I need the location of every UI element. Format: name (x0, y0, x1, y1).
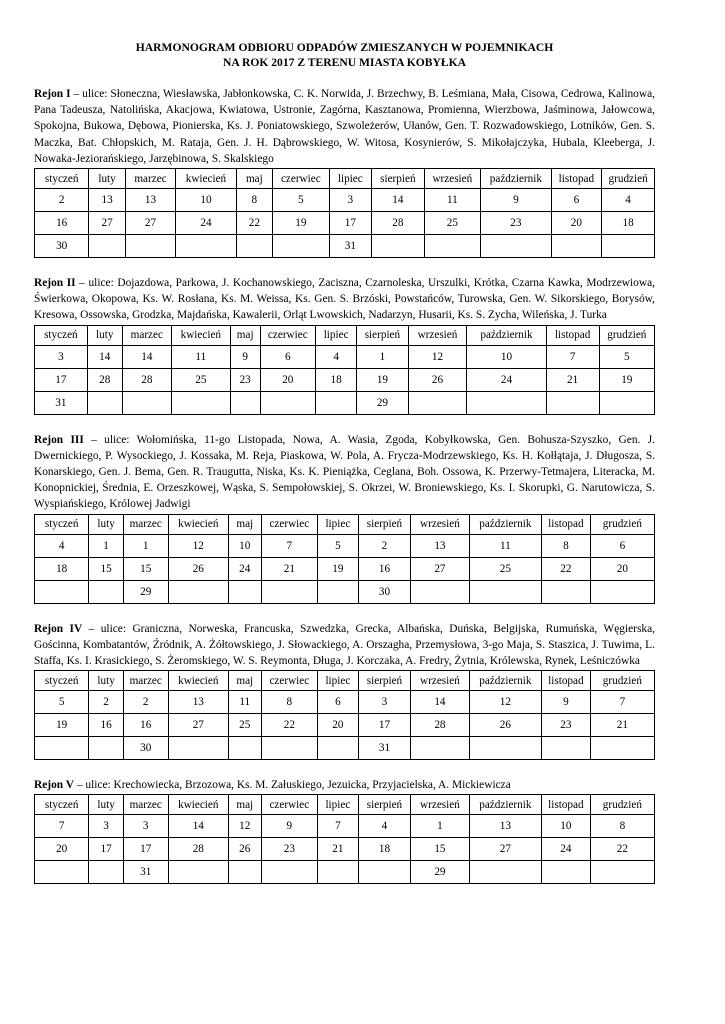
date-cell (318, 737, 359, 760)
date-cell (469, 580, 541, 603)
date-cell: 1 (89, 534, 124, 557)
month-header: listopad (546, 325, 599, 345)
month-header: grudzień (599, 325, 654, 345)
table-row (35, 391, 655, 414)
month-header: sierpień (358, 514, 411, 534)
month-header: marzec (123, 671, 168, 691)
date-cell: 6 (260, 345, 315, 368)
date-cell: 9 (481, 189, 551, 212)
region-1 (34, 86, 655, 258)
date-cell: 29 (357, 391, 408, 414)
regions-container (34, 86, 655, 884)
date-cell: 18 (602, 212, 655, 235)
date-cell: 10 (467, 345, 546, 368)
date-cell (408, 391, 467, 414)
date-cell: 8 (542, 534, 591, 557)
date-cell: 9 (261, 815, 318, 838)
date-cell: 31 (358, 737, 411, 760)
month-header: grudzień (602, 169, 655, 189)
date-cell: 7 (35, 815, 89, 838)
month-header: marzec (125, 169, 175, 189)
month-header: maj (230, 325, 260, 345)
date-cell: 31 (329, 235, 372, 258)
date-cell: 15 (411, 838, 469, 861)
month-header: grudzień (590, 671, 654, 691)
date-cell: 11 (228, 691, 261, 714)
date-cell: 11 (469, 534, 541, 557)
date-cell (318, 861, 359, 884)
date-cell: 17 (329, 212, 372, 235)
region-4 (34, 621, 655, 761)
date-cell (469, 737, 541, 760)
date-cell: 5 (273, 189, 330, 212)
date-cell: 1 (357, 345, 408, 368)
region-2 (34, 275, 655, 415)
month-header: czerwiec (261, 514, 318, 534)
table-row (35, 861, 655, 884)
date-cell (411, 737, 469, 760)
month-header: luty (89, 169, 125, 189)
date-cell: 23 (230, 368, 260, 391)
date-cell: 12 (228, 815, 261, 838)
table-row (35, 345, 655, 368)
month-header: marzec (123, 514, 168, 534)
date-cell: 23 (261, 838, 318, 861)
date-cell: 22 (261, 714, 318, 737)
date-cell: 3 (35, 345, 88, 368)
month-header: listopad (542, 795, 591, 815)
schedule-table (34, 168, 655, 258)
date-cell: 29 (123, 580, 168, 603)
region-description (34, 777, 655, 793)
date-cell (236, 235, 272, 258)
date-cell: 26 (408, 368, 467, 391)
date-cell (358, 861, 411, 884)
date-cell (89, 737, 124, 760)
month-header: wrzesień (411, 514, 469, 534)
date-cell: 28 (372, 212, 425, 235)
month-header: lipiec (318, 795, 359, 815)
month-header: lipiec (318, 671, 359, 691)
date-cell: 23 (542, 714, 591, 737)
month-header: czerwiec (273, 169, 330, 189)
month-header: styczeń (35, 169, 89, 189)
date-cell: 7 (590, 691, 654, 714)
date-cell: 6 (318, 691, 359, 714)
date-cell (35, 737, 89, 760)
date-cell: 19 (273, 212, 330, 235)
date-cell (228, 737, 261, 760)
date-cell: 31 (123, 861, 168, 884)
date-cell (87, 391, 122, 414)
month-header: luty (89, 795, 124, 815)
region-description (34, 621, 655, 670)
date-cell: 21 (318, 838, 359, 861)
date-cell: 22 (236, 212, 272, 235)
date-cell: 16 (35, 212, 89, 235)
date-cell: 30 (35, 235, 89, 258)
date-cell: 28 (411, 714, 469, 737)
region-name: Rejon V (34, 779, 74, 792)
date-cell (125, 235, 175, 258)
month-header: maj (236, 169, 272, 189)
date-cell: 17 (358, 714, 411, 737)
month-header: maj (228, 795, 261, 815)
date-cell: 29 (411, 861, 469, 884)
date-cell (590, 580, 654, 603)
date-cell (424, 235, 481, 258)
date-cell (168, 861, 228, 884)
month-header: luty (89, 671, 124, 691)
month-header: październik (469, 795, 541, 815)
date-cell: 2 (123, 691, 168, 714)
region-name: Rejon IV (34, 622, 83, 635)
month-header: czerwiec (260, 325, 315, 345)
date-cell: 28 (122, 368, 171, 391)
date-cell (372, 235, 425, 258)
table-header-row (35, 514, 655, 534)
date-cell: 14 (122, 345, 171, 368)
date-cell: 11 (424, 189, 481, 212)
date-cell: 20 (551, 212, 602, 235)
title-line-1: HARMONOGRAM ODBIORU ODPADÓW ZMIESZANYCH W POJEMNIKACH (135, 41, 554, 54)
date-cell (467, 391, 546, 414)
date-cell: 21 (590, 714, 654, 737)
date-cell: 8 (236, 189, 272, 212)
table-header-row (35, 169, 655, 189)
table-header-row (35, 325, 655, 345)
date-cell (261, 580, 318, 603)
region-streets: – ulice: Krechowiecka, Brzozowa, Ks. M. Załuskiego, Jezuicka, Przyjacielska, A. Mickiewicza (73, 779, 511, 792)
schedule-table (34, 794, 655, 884)
date-cell: 21 (546, 368, 599, 391)
date-cell (273, 235, 330, 258)
date-cell (546, 391, 599, 414)
date-cell: 23 (481, 212, 551, 235)
table-row (35, 557, 655, 580)
date-cell: 15 (123, 557, 168, 580)
date-cell: 22 (542, 557, 591, 580)
schedule-table (34, 325, 655, 415)
month-header: sierpień (372, 169, 425, 189)
date-cell: 3 (329, 189, 372, 212)
table-row (35, 534, 655, 557)
date-cell: 14 (168, 815, 228, 838)
date-cell: 18 (358, 838, 411, 861)
date-cell (171, 391, 230, 414)
month-header: styczeń (35, 671, 89, 691)
date-cell (89, 580, 124, 603)
date-cell: 2 (35, 189, 89, 212)
date-cell (542, 580, 591, 603)
month-header: wrzesień (424, 169, 481, 189)
date-cell: 31 (35, 391, 88, 414)
table-row (35, 368, 655, 391)
date-cell: 18 (35, 557, 89, 580)
date-cell: 1 (411, 815, 469, 838)
date-cell: 19 (35, 714, 89, 737)
date-cell (481, 235, 551, 258)
date-cell (228, 580, 261, 603)
table-row (35, 235, 655, 258)
date-cell: 24 (176, 212, 236, 235)
date-cell (318, 580, 359, 603)
date-cell (411, 580, 469, 603)
month-header: styczeń (35, 514, 89, 534)
month-header: kwiecień (168, 795, 228, 815)
date-cell (602, 235, 655, 258)
date-cell: 5 (318, 534, 359, 557)
date-cell: 17 (89, 838, 124, 861)
table-row (35, 714, 655, 737)
month-header: styczeń (35, 795, 89, 815)
region-description (34, 275, 655, 324)
region-streets: – ulice: Słoneczna, Wiesławska, Jabłonkowska, C. K. Norwida, J. Brzechwy, B. Leśmiana, Mała, Cisowa, Cedrowa, Kalinowa, Pana Tadeusza, Natolińska, Akacjowa, Kwiatowa, Ustronie, Zagórna, Kasztanowa, Promienna, Wierzbowa, Jaśminowa, Jałowcowa, Spokojna, Bukowa, Dębowa, Pionierska, Ks. J. Poniatowskiego, Szwoleżerów, Ułanów, Gen. T. Rozwadowskiego, Lotników, Gen. S. Maczka, Bat. Chłopskich, M. Rataja, Gen. J. H. Dąbrowskiego, W. Witosa, Kosynierów, S. Mikołajczyka, Hubala, Kleeberga, J. Nowaka-Jeziorańskiego, Jarzębinowa, S. Skalskiego (34, 88, 656, 165)
date-cell: 9 (230, 345, 260, 368)
month-header: grudzień (590, 514, 654, 534)
date-cell (168, 580, 228, 603)
date-cell (89, 861, 124, 884)
region-streets: – ulice: Graniczna, Norweska, Francuska, Szwedzka, Grecka, Albańska, Duńska, Belgijska, Rumuńska, Węgierska, Gościnna, Kombatantów, Źródnik, A. Żółtowskiego, J. Słowackiego, A. Orszagha, Przemysłowa, 3-go Maja, S. Staszica, J. Tuwima, L. Staffa, Ks. I. Krasickiego, S. Żeromskiego, W. S. Reymonta, Długa, J. Korczaka, A. Fredry, Żytnia, Królewska, Rynek, Leśniczówka (34, 622, 655, 668)
month-header: kwiecień (176, 169, 236, 189)
month-header: wrzesień (411, 671, 469, 691)
date-cell: 4 (316, 345, 357, 368)
month-header: styczeń (35, 325, 88, 345)
month-header: listopad (542, 671, 591, 691)
date-cell: 13 (168, 691, 228, 714)
date-cell: 24 (542, 838, 591, 861)
schedule-table (34, 670, 655, 760)
region-name: Rejon I (34, 88, 71, 100)
date-cell (89, 235, 125, 258)
date-cell: 7 (318, 815, 359, 838)
date-cell: 13 (89, 189, 125, 212)
date-cell: 25 (424, 212, 481, 235)
date-cell: 20 (260, 368, 315, 391)
month-header: grudzień (590, 795, 654, 815)
schedule-table (34, 514, 655, 604)
table-row (35, 815, 655, 838)
date-cell: 27 (469, 838, 541, 861)
table-header-row (35, 795, 655, 815)
date-cell (168, 737, 228, 760)
date-cell: 16 (358, 557, 411, 580)
date-cell: 22 (590, 838, 654, 861)
date-cell: 16 (123, 714, 168, 737)
date-cell: 14 (411, 691, 469, 714)
date-cell: 3 (123, 815, 168, 838)
date-cell (542, 861, 591, 884)
date-cell (35, 580, 89, 603)
month-header: lipiec (329, 169, 372, 189)
date-cell: 27 (168, 714, 228, 737)
date-cell: 6 (551, 189, 602, 212)
date-cell (542, 737, 591, 760)
date-cell: 4 (602, 189, 655, 212)
date-cell (590, 737, 654, 760)
date-cell: 28 (87, 368, 122, 391)
month-header: luty (87, 325, 122, 345)
date-cell (176, 235, 236, 258)
date-cell: 25 (171, 368, 230, 391)
date-cell: 28 (168, 838, 228, 861)
region-description (34, 86, 655, 167)
month-header: kwiecień (168, 514, 228, 534)
month-header: czerwiec (261, 795, 318, 815)
date-cell (261, 861, 318, 884)
table-header-row (35, 671, 655, 691)
month-header: marzec (123, 795, 168, 815)
date-cell: 1 (123, 534, 168, 557)
region-3 (34, 432, 655, 604)
month-header: sierpień (358, 671, 411, 691)
date-cell: 25 (228, 714, 261, 737)
date-cell: 12 (408, 345, 467, 368)
month-header: sierpień (358, 795, 411, 815)
region-description (34, 432, 655, 513)
date-cell (122, 391, 171, 414)
date-cell: 4 (35, 534, 89, 557)
date-cell: 26 (469, 714, 541, 737)
month-header: październik (469, 514, 541, 534)
date-cell: 20 (318, 714, 359, 737)
date-cell (260, 391, 315, 414)
region-name: Rejon II (34, 277, 76, 290)
date-cell: 17 (123, 838, 168, 861)
month-header: marzec (122, 325, 171, 345)
date-cell: 2 (89, 691, 124, 714)
date-cell: 24 (467, 368, 546, 391)
date-cell: 10 (228, 534, 261, 557)
table-row (35, 212, 655, 235)
date-cell: 27 (411, 557, 469, 580)
date-cell (590, 861, 654, 884)
region-name: Rejon III (34, 433, 84, 446)
date-cell: 26 (168, 557, 228, 580)
table-row (35, 189, 655, 212)
date-cell: 3 (89, 815, 124, 838)
region-5 (34, 777, 655, 884)
date-cell: 7 (261, 534, 318, 557)
date-cell: 5 (599, 345, 654, 368)
date-cell: 10 (176, 189, 236, 212)
date-cell (316, 391, 357, 414)
date-cell (228, 861, 261, 884)
region-streets: – ulice: Wołomińska, 11-go Listopada, Nowa, A. Wasia, Zgoda, Kobyłkowska, Gen. Bohusza-Szyszko, Gen. J. Dwernickiego, P. Wysockiego, J. Kossaka, M. Reja, Piaskowa, W. Pola, A. Frycza-Modrzewskiego, Ks. H. Kołłątaja, J. Długosza, S. Konarskiego, Gen. J. Bema, Gen. R. Traugutta, Niska, Ks. K. Pieniążka, Ceglana, Boh. Ossowa, K. Przerwy-Tetmajera, Literacka, M. Konopnickiej, Średnia, E. Orzeszkowej, Wąska, S. Sempołowskiej, S. Okrzei, W. Broniewskiego, Ks. I. Skorupki, G. Narutowicza, S. Wyspiańskiego, Królowej Jadwigi (34, 433, 655, 511)
month-header: czerwiec (261, 671, 318, 691)
date-cell: 30 (358, 580, 411, 603)
date-cell: 7 (546, 345, 599, 368)
month-header: luty (89, 514, 124, 534)
date-cell: 13 (411, 534, 469, 557)
date-cell: 2 (358, 534, 411, 557)
date-cell: 5 (35, 691, 89, 714)
date-cell: 21 (261, 557, 318, 580)
date-cell: 25 (469, 557, 541, 580)
month-header: październik (467, 325, 546, 345)
month-header: lipiec (316, 325, 357, 345)
region-streets: – ulice: Dojazdowa, Parkowa, J. Kochanowskiego, Zaciszna, Czarnoleska, Urszulki, Krótka, Czarna Kawka, Modrzewiowa, Świerkowa, Okopowa, Ks. W. Rosłana, Ks. M. Weissa, Ks. Gen. S. Brzóski, Powstańców, Turowska, Gen. W. Sikorskiego, Borysów, Kresowa, Ossowska, Grodzka, Majdańska, Kawalerii, Orląt Lwowskich, Nadarzyn, Husarii, Ks. S. Zycha, Wileńska, J. Turka (34, 277, 655, 322)
table-row (35, 580, 655, 603)
date-cell (599, 391, 654, 414)
date-cell: 19 (599, 368, 654, 391)
month-header: maj (228, 514, 261, 534)
date-cell: 30 (123, 737, 168, 760)
month-header: listopad (551, 169, 602, 189)
date-cell: 26 (228, 838, 261, 861)
date-cell: 20 (590, 557, 654, 580)
date-cell (469, 861, 541, 884)
title-line-2: NA ROK 2017 Z TERENU MIASTA KOBYŁKA (222, 56, 467, 69)
date-cell: 19 (357, 368, 408, 391)
date-cell: 12 (469, 691, 541, 714)
month-header: maj (228, 671, 261, 691)
date-cell: 15 (89, 557, 124, 580)
date-cell: 8 (261, 691, 318, 714)
table-row (35, 838, 655, 861)
date-cell: 10 (542, 815, 591, 838)
month-header: wrzesień (411, 795, 469, 815)
month-header: październik (469, 671, 541, 691)
date-cell: 19 (318, 557, 359, 580)
date-cell: 14 (372, 189, 425, 212)
document-title (34, 40, 655, 70)
date-cell: 13 (469, 815, 541, 838)
date-cell: 6 (590, 534, 654, 557)
date-cell: 11 (171, 345, 230, 368)
month-header: październik (481, 169, 551, 189)
month-header: wrzesień (408, 325, 467, 345)
table-row (35, 737, 655, 760)
date-cell: 18 (316, 368, 357, 391)
date-cell: 24 (228, 557, 261, 580)
date-cell: 3 (358, 691, 411, 714)
date-cell: 12 (168, 534, 228, 557)
date-cell: 27 (125, 212, 175, 235)
month-header: sierpień (357, 325, 408, 345)
date-cell: 4 (358, 815, 411, 838)
date-cell (230, 391, 260, 414)
date-cell: 17 (35, 368, 88, 391)
date-cell: 27 (89, 212, 125, 235)
month-header: lipiec (318, 514, 359, 534)
date-cell: 13 (125, 189, 175, 212)
date-cell: 16 (89, 714, 124, 737)
date-cell: 9 (542, 691, 591, 714)
date-cell: 8 (590, 815, 654, 838)
table-row (35, 691, 655, 714)
date-cell (261, 737, 318, 760)
month-header: kwiecień (171, 325, 230, 345)
date-cell (551, 235, 602, 258)
date-cell: 14 (87, 345, 122, 368)
date-cell (35, 861, 89, 884)
month-header: listopad (542, 514, 591, 534)
date-cell: 20 (35, 838, 89, 861)
month-header: kwiecień (168, 671, 228, 691)
